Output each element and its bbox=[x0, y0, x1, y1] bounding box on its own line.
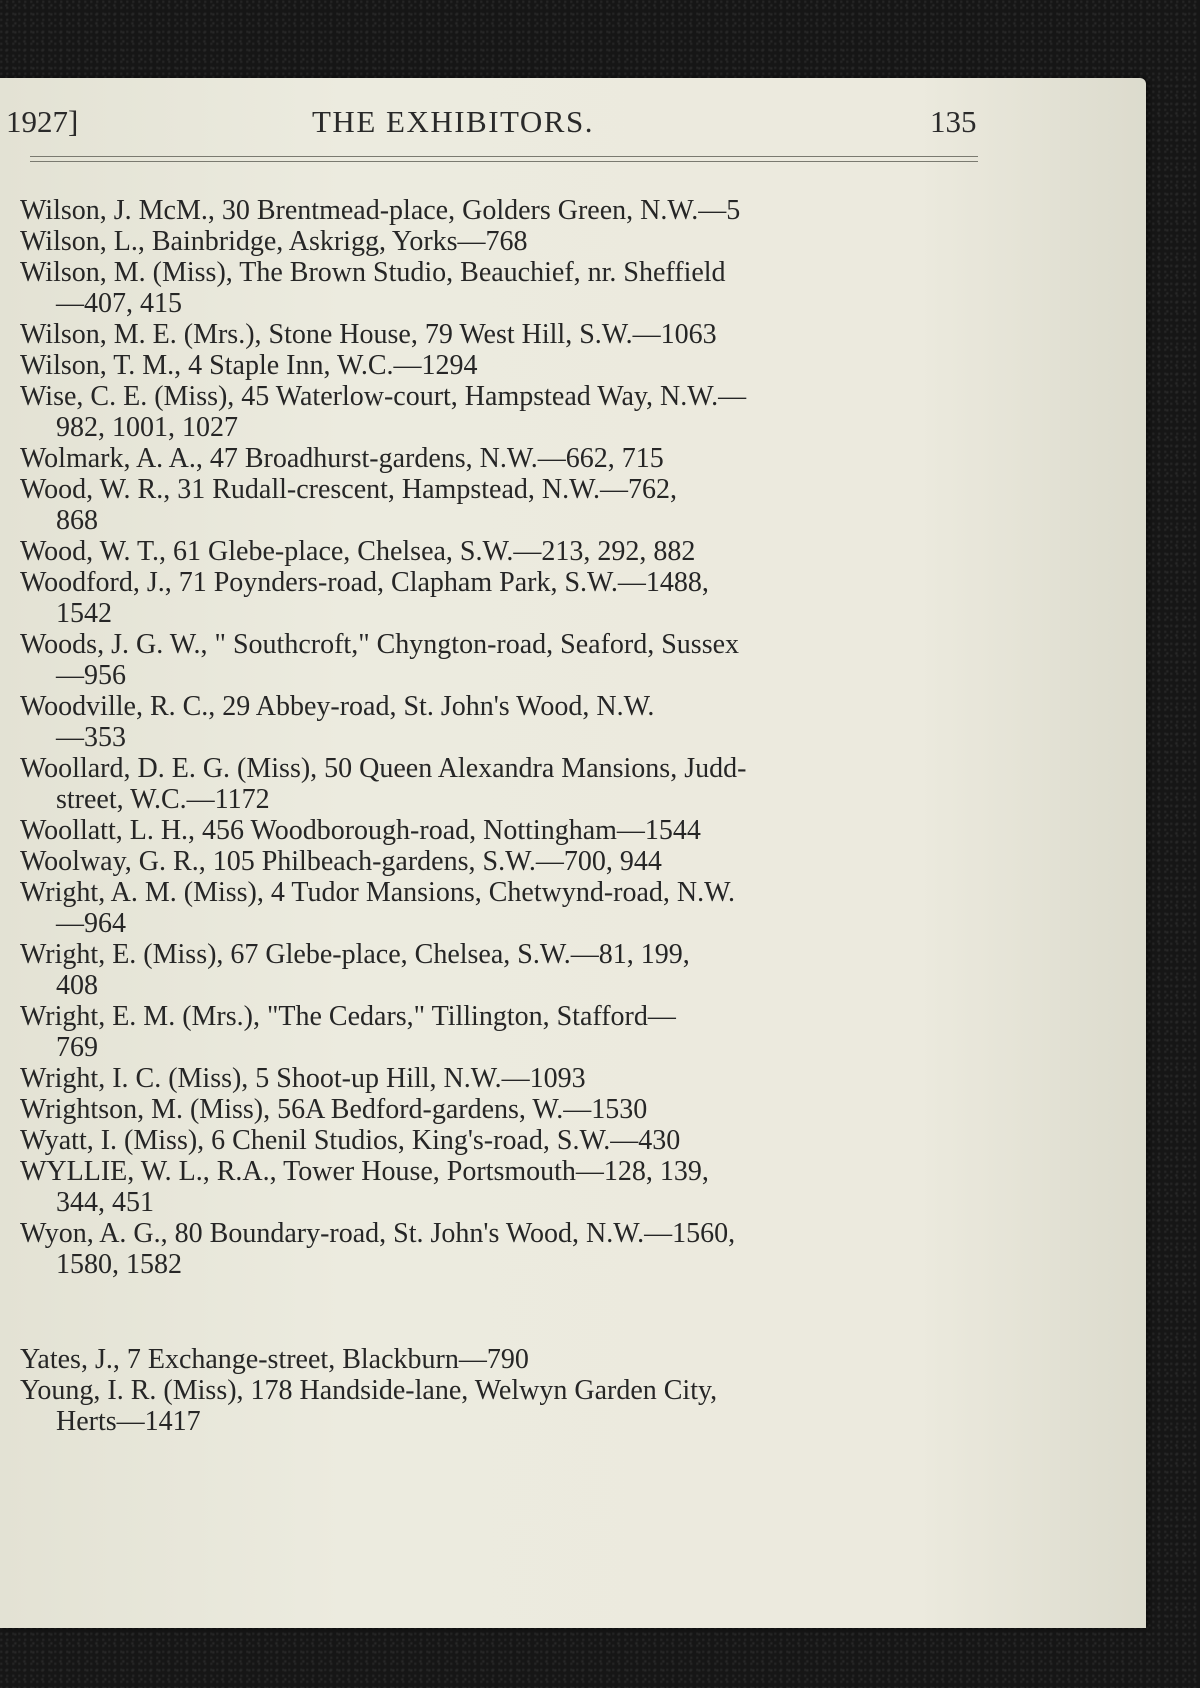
entry-continuation: 1542 bbox=[56, 598, 112, 629]
entry-line: Young, I. R. (Miss), 178 Handside-lane, Welwyn Garden City, bbox=[20, 1375, 718, 1406]
entry-line: Woodville, R. C., 29 Abbey-road, St. John's Wood, N.W. bbox=[20, 691, 655, 722]
list-item bbox=[20, 1094, 1000, 1125]
entry-line: Woollatt, L. H., 456 Woodborough-road, Nottingham—1544 bbox=[20, 815, 701, 846]
list-item bbox=[20, 753, 1000, 815]
list-item bbox=[20, 1375, 1000, 1437]
entry-line: WYLLIE, W. L., R.A., Tower House, Portsmouth—128, 139, bbox=[20, 1156, 709, 1187]
header-rule-bottom bbox=[30, 161, 978, 162]
list-item bbox=[20, 691, 1000, 753]
section-gap bbox=[20, 1280, 1000, 1344]
entry-continuation: —964 bbox=[56, 908, 126, 939]
entry-line: Wilson, M. E. (Mrs.), Stone House, 79 West Hill, S.W.—1063 bbox=[20, 319, 717, 350]
entry-line: Woods, J. G. W., " Southcroft," Chyngton-road, Seaford, Sussex bbox=[20, 629, 740, 660]
list-item bbox=[20, 1218, 1000, 1280]
list-item bbox=[20, 443, 1000, 474]
entry-line: Wyatt, I. (Miss), 6 Chenil Studios, King's-road, S.W.—430 bbox=[20, 1125, 681, 1156]
entry-continuation: 769 bbox=[56, 1032, 98, 1063]
entry-line: Wood, W. T., 61 Glebe-place, Chelsea, S.W.—213, 292, 882 bbox=[20, 536, 696, 567]
entry-continuation: 982, 1001, 1027 bbox=[56, 412, 238, 443]
list-item bbox=[20, 1001, 1000, 1063]
list-item bbox=[20, 536, 1000, 567]
list-item bbox=[20, 1125, 1000, 1156]
entry-line: Yates, J., 7 Exchange-street, Blackburn—790 bbox=[20, 1344, 529, 1375]
entry-line: Wright, I. C. (Miss), 5 Shoot-up Hill, N.W.—1093 bbox=[20, 1063, 586, 1094]
entry-line: Woodford, J., 71 Poynders-road, Clapham Park, S.W.—1488, bbox=[20, 567, 709, 598]
list-item bbox=[20, 846, 1000, 877]
entry-continuation: street, W.C.—1172 bbox=[56, 784, 270, 815]
entry-line: Wood, W. R., 31 Rudall-crescent, Hampstead, N.W.—762, bbox=[20, 474, 677, 505]
list-item bbox=[20, 877, 1000, 939]
list-item bbox=[20, 815, 1000, 846]
list-item bbox=[20, 381, 1000, 443]
list-item bbox=[20, 629, 1000, 691]
entry-line: Wrightson, M. (Miss), 56A Bedford-gardens, W.—1530 bbox=[20, 1094, 648, 1125]
list-item bbox=[20, 319, 1000, 350]
entry-line: Wise, C. E. (Miss), 45 Waterlow-court, Hampstead Way, N.W.— bbox=[20, 381, 747, 412]
list-item bbox=[20, 939, 1000, 1001]
list-item bbox=[20, 257, 1000, 319]
list-item bbox=[20, 474, 1000, 536]
entry-line: Wright, A. M. (Miss), 4 Tudor Mansions, Chetwynd-road, N.W. bbox=[20, 877, 735, 908]
entry-continuation: 868 bbox=[56, 505, 98, 536]
entry-line: Wilson, T. M., 4 Staple Inn, W.C.—1294 bbox=[20, 350, 478, 381]
list-item bbox=[20, 567, 1000, 629]
entry-continuation: —956 bbox=[56, 660, 126, 691]
entry-line: Wolmark, A. A., 47 Broadhurst-gardens, N.W.—662, 715 bbox=[20, 443, 664, 474]
entry-continuation: Herts—1417 bbox=[56, 1406, 201, 1437]
list-item bbox=[20, 1344, 1000, 1375]
entry-line: Wilson, J. McM., 30 Brentmead-place, Golders Green, N.W.—5 bbox=[20, 195, 741, 226]
entry-continuation: 344, 451 bbox=[56, 1187, 154, 1218]
list-item bbox=[20, 1063, 1000, 1094]
list-item bbox=[20, 195, 1000, 226]
list-item bbox=[20, 1156, 1000, 1218]
page-number: 135 bbox=[930, 104, 977, 139]
list-item bbox=[20, 226, 1000, 257]
page-title: THE EXHIBITORS. bbox=[312, 104, 594, 139]
list-item bbox=[20, 350, 1000, 381]
entry-line: Woollard, D. E. G. (Miss), 50 Queen Alexandra Mansions, Judd- bbox=[20, 753, 747, 784]
entry-continuation: 1580, 1582 bbox=[56, 1249, 182, 1280]
entry-line: Wyon, A. G., 80 Boundary-road, St. John's Wood, N.W.—1560, bbox=[20, 1218, 736, 1249]
entry-continuation: —407, 415 bbox=[56, 288, 182, 319]
entry-continuation: —353 bbox=[56, 722, 126, 753]
entry-line: Wright, E. (Miss), 67 Glebe-place, Chelsea, S.W.—81, 199, bbox=[20, 939, 690, 970]
exhibitor-list bbox=[20, 195, 1000, 1437]
entry-line: Wright, E. M. (Mrs.), "The Cedars," Tillington, Stafford— bbox=[20, 1001, 676, 1032]
entry-line: Woolway, G. R., 105 Philbeach-gardens, S.W.—700, 944 bbox=[20, 846, 662, 877]
header-rule-top bbox=[30, 156, 978, 157]
entry-line: Wilson, M. (Miss), The Brown Studio, Beauchief, nr. Sheffield bbox=[20, 257, 726, 288]
entry-line: Wilson, L., Bainbridge, Askrigg, Yorks—768 bbox=[20, 226, 528, 257]
running-header bbox=[0, 104, 1146, 144]
entry-continuation: 408 bbox=[56, 970, 98, 1001]
header-year: 1927] bbox=[6, 104, 79, 139]
